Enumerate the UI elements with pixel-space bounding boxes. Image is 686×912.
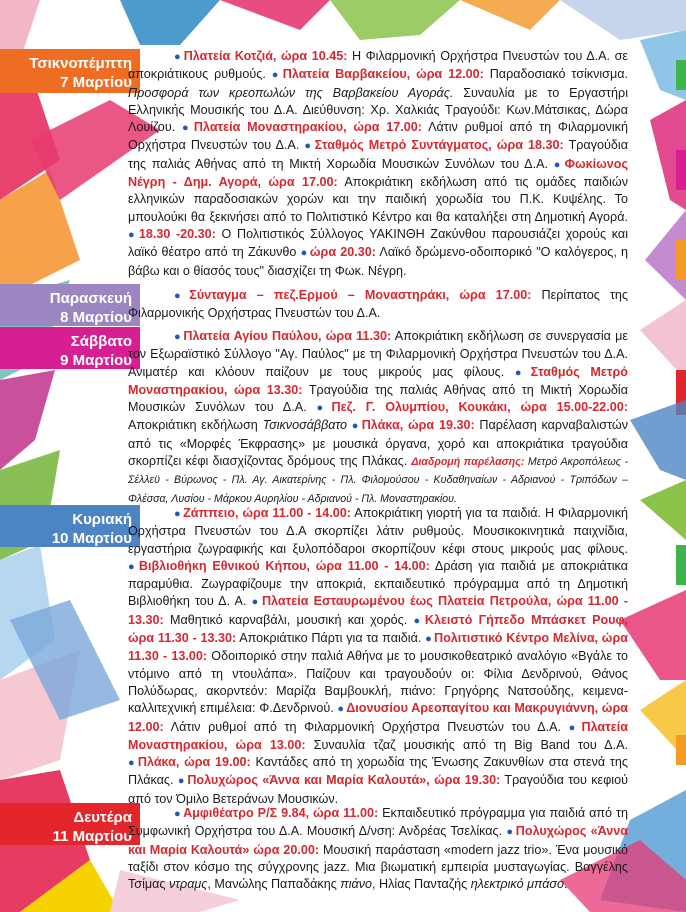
event-description: Παρέλαση καρναβαλιστών από τις «Μορφές Έκφρασης» με μουσικά όργανα, χορό και αποκριάτικα τραγούδια σκορπίζει κέφι διασχίζοντας δρόμους της Πλάκας. bbox=[128, 418, 628, 469]
event-description: Λαϊκό δρώμενο-οδοιπορικό "Ο καλόγερος, η βάβω και ο θίασός τους" διασχίζει τη Φωκ. Νέγρη. bbox=[128, 245, 628, 278]
bullet-icon: ● bbox=[181, 122, 192, 135]
day-label-kyriaki bbox=[0, 505, 140, 547]
event-venue-time: Σταθμός Μετρό Συντάγματος, ώρα 18.30: bbox=[314, 138, 564, 153]
bullet-icon: ● bbox=[304, 140, 313, 153]
event-venue-time: Πολυχώρος «Άννα και Μαρία Καλουτά», ώρα 19.30: bbox=[187, 773, 501, 788]
event-venue-time: Ζάππειο, ώρα 11.00 - 14.00: bbox=[183, 506, 351, 520]
bullet-icon: ● bbox=[337, 703, 345, 716]
event-description: Λάτιν ρυθμοί από τη Φιλαρμονική Ορχήστρα Πνευστών του Δ.Α. bbox=[163, 719, 569, 734]
events-savvato bbox=[128, 328, 628, 508]
event-venue-time: ώρα 20.30: bbox=[309, 245, 376, 260]
day-date: 8 Μαρτίου bbox=[60, 309, 132, 326]
event-venue-time: Πλάκα, ώρα 19.00: bbox=[137, 755, 251, 770]
event-description: Αποκριάτικο Πάρτι για τα παιδιά. bbox=[236, 631, 426, 646]
bullet-icon: ● bbox=[271, 69, 281, 82]
event-description: Αποκριάτικη εκδήλωση bbox=[128, 418, 263, 433]
events-deftera bbox=[128, 805, 628, 893]
italic-text: ηλεκτρικό μπάσο bbox=[470, 877, 565, 892]
italic-text: Προσφορά των κρεοπωλών της Βαρβακείου Αγοράς. bbox=[128, 85, 454, 100]
bullet-icon: ● bbox=[174, 508, 182, 520]
event-description: Οδοιπορικό στην παλιά Αθήνα με το μουσικοθεατρικό αναλόγιο «Βγάλε το ντόμινο από τη ντουλάπα». Παίζουν και τραγουδούν οι: Φίλια Δενδρινού, Θάνος Πολύδωρας, ακορντεόν: Μαρίζα Βαμβουκλή, πιάνο: Γρηγόρης Νατσούδης, κειμενα-καλλιτεχνική επιμέλεια: Φ.Δενδρινού. bbox=[128, 649, 628, 716]
day-name: Δευτέρα bbox=[73, 809, 132, 826]
event-description: Αποκριάτικη γιορτή για τα παιδιά. Η Φιλαρμονική Ορχήστρα Πνευστών του Δ.Α σκορπίζει λάτιν ρυθμούς. Μουσικοκινητικά παιχνίδια, εργαστήρια ζωγραφικής και ξυλοπόδαροι σκορπίζουν κέφι στους μικρούς μας φίλους. bbox=[128, 506, 629, 556]
bullet-icon: ● bbox=[177, 775, 186, 788]
event-venue-time: Σταθμός Μετρό Μοναστηρακίου, ώρα 13.30: bbox=[128, 364, 628, 397]
day-label-savvato bbox=[0, 327, 140, 369]
event-description: Ο Πολιτιστικός Σύλλογος ΥΑΚΙΝΘΗ Ζακύνθου παρουσιάζει χορούς και λαϊκό θέατρο από τη Ζάκυνθο bbox=[128, 226, 628, 260]
day-date: 11 Μαρτίου bbox=[52, 828, 132, 845]
bullet-icon: ● bbox=[174, 808, 182, 820]
event-venue-time: Αμφιθέατρο Ρ/Σ 9.84, ώρα 11.00: bbox=[183, 806, 379, 820]
event-venue-time: Πλατεία Κοτζιά, ώρα 10.45: bbox=[183, 49, 348, 63]
event-description: , Ηλίας Πανταζής bbox=[372, 877, 471, 892]
bullet-icon: ● bbox=[128, 228, 137, 241]
italic-text: ντραμς bbox=[168, 877, 208, 892]
events-paraskevi bbox=[128, 287, 628, 323]
event-description: Περίπατος της Φιλαρμονικής Ορχήστρας Πνευστών του Δ.Α. bbox=[128, 288, 628, 321]
day-label-tsiknopempti bbox=[0, 49, 140, 93]
event-venue-time: Πλατεία Μοναστηρακίου, ώρα 13.00: bbox=[128, 719, 628, 752]
day-name: Κυριακή bbox=[72, 511, 132, 528]
event-description: Εκπαιδευτικό πρόγραμμα για παιδιά από τη Συμφωνική Ορχήστρα του Δ.Α. Μουσική Δ/νση: Ανδρέας Τσελίκας. bbox=[128, 806, 628, 839]
event-description: Τραγούδια της παλιάς Αθήνας από τη Μικτή Χορωδία Μουσικών Συνόλων του Δ.Α. bbox=[128, 382, 628, 415]
event-description: Τραγούδια της παλιάς Αθήνας από τη Μικτή Χορωδία Μουσικών Συνόλων του Δ.Α. bbox=[128, 138, 628, 171]
bullet-icon: ● bbox=[506, 826, 514, 839]
bullet-icon: ● bbox=[316, 402, 330, 415]
day-name: Τσικνοπέμπτη bbox=[29, 55, 132, 72]
event-venue-time: Πολιτιστικό Κέντρο Μελίνα, ώρα 11.30 - 13.00: bbox=[128, 631, 628, 664]
day-label-paraskevi bbox=[0, 284, 140, 326]
event-venue-time: Πολυχώρος «Άννα και Μαρία Καλουτά» ώρα 20.00: bbox=[128, 824, 628, 857]
events-kyriaki bbox=[128, 505, 628, 808]
day-date: 9 Μαρτίου bbox=[60, 352, 132, 369]
event-venue-time: Πλάκα, ώρα 19.30: bbox=[361, 418, 475, 433]
event-venue-time: Πλατεία Βαρβακείου, ώρα 12.00: bbox=[282, 67, 484, 82]
bullet-icon: ● bbox=[174, 290, 188, 302]
event-venue-time: Βιβλιοθήκη Εθνικού Κήπου, ώρα 11.00 - 14.00: bbox=[138, 558, 430, 573]
event-venue-time: Πλατεία Μοναστηρακίου, ώρα 17.00: bbox=[193, 120, 422, 135]
bullet-icon: ● bbox=[300, 247, 308, 260]
bullet-icon: ● bbox=[514, 366, 529, 379]
bullet-icon: ● bbox=[128, 560, 137, 573]
italic-text: Τσικνοσάββατο bbox=[262, 418, 347, 433]
events-tsiknopempti bbox=[128, 48, 628, 280]
event-description: Παραδοσιακό τσίκνισμα. bbox=[483, 67, 628, 82]
day-name: Παρασκευή bbox=[49, 290, 132, 307]
event-description: , Μανώλης Παπαδάκης bbox=[207, 877, 341, 892]
event-description: Η Φιλαρμονική Ορχήστρα Πνευστών του Δ.Α. σε αποκριάτικους ρυθμούς. bbox=[128, 49, 628, 82]
bullet-icon: ● bbox=[128, 757, 136, 770]
day-date: 7 Μαρτίου bbox=[60, 74, 132, 91]
event-venue-time: Πεζ. Γ. Ολυμπίου, Κουκάκι, ώρα 15.00-22.00: bbox=[331, 400, 628, 415]
bullet-icon: ● bbox=[174, 331, 182, 343]
event-description: Λάτιν ρυθμοί από τη Φιλαρμονική Ορχήστρα Πνευστών του Δ.Α. bbox=[128, 120, 628, 153]
bullet-icon: ● bbox=[351, 420, 360, 433]
event-venue-time: Διονυσίου Αρεοπαγίτου και Μακρυγιάννη, ώρα 12.00: bbox=[128, 701, 628, 734]
event-venue-time: Φωκίωνος Νέγρη - Δημ. Αγορά, ώρα 17.00: bbox=[128, 156, 628, 190]
day-label-deftera bbox=[0, 803, 140, 845]
event-description: Μαθητικό καρναβάλι, μουσική και χορός. bbox=[163, 612, 414, 627]
route-label: Διαδρομή παρέλασης: bbox=[411, 456, 525, 469]
bullet-icon: ● bbox=[413, 614, 423, 627]
event-description: Μουσική παράσταση «modern jazz trio». Ένα μουσικό ταξίδι στον κόσμο της σύγχρονης jazz. Μια βιωματική εμπειρία μυσταγωγίας. Βαγγέλης Τσίμας bbox=[128, 842, 628, 892]
day-date: 10 Μαρτίου bbox=[51, 530, 132, 547]
bullet-icon: ● bbox=[425, 633, 433, 646]
event-venue-time: Πλατεία Αγίου Παύλου, ώρα 11.30: bbox=[183, 329, 392, 343]
italic-text: πιάνο bbox=[340, 877, 372, 892]
event-description: Συναυλία με το Εργαστήρι Ελληνικής Μουσικής του Δ.Α. Διεύθυνση: Χρ. Χαλκιάς Τραγούδι: Κων.Μάτσικας, Δώρα Λουίζου. bbox=[128, 85, 628, 135]
event-description: Συναυλία τζαζ μουσικής από τη Big Band του Δ.Α. bbox=[305, 737, 628, 752]
route-text: Μετρό Ακροπόλεως - Σέλλεϋ - Βύρωνος - Πλ. Αγ. Αικατερίνης - Πλ. Φιλομούσου - Κυδαθηναίων - Αδριανού - Τριπόδων – Φλέσσα, Λυσίου - Μάρκου Αυρηλίου - Αδριανού - Πλ. Μοναστηρακίου. bbox=[128, 456, 628, 505]
day-name: Σάββατο bbox=[70, 333, 132, 350]
event-description: Αποκριάτικη εκδήλωση σε συνεργασία με τον Εξωραϊστικό Σύλλογο "Αγ. Παύλος" με τη Φιλαρμονική Ορχήστρα Πνευστών του Δ.Α. Ανιματέρ και κλόουν παίζουν με τους μικρούς μας φίλους. bbox=[128, 329, 628, 379]
event-venue-time: Σύνταγμα – πεζ.Ερμού – Μοναστηράκι, ώρα 17.00: bbox=[189, 288, 532, 302]
event-venue-time: Κλειστό Γήπεδο Μπάσκετ Ρουφ, ώρα 11.30 - 13.30: bbox=[128, 612, 629, 646]
bullet-icon: ● bbox=[251, 596, 260, 609]
event-description: Τραγούδια του κεφιού από τον Όμιλο Βετεράνων Μουσικών. bbox=[128, 773, 628, 806]
event-description: Δράση για παιδιά με αποκριάτικα παραμύθια. Ζωγραφίζουμε την αποκριά, εκπαιδευτικό πρόγραμμα από τη Δημοτική Βιβλιοθήκη του Δ. Α. bbox=[128, 558, 628, 609]
event-venue-time: 18.30 -20.30: bbox=[138, 226, 216, 241]
event-description: Καντάδες από τη χορωδία της Ένωσης Ζακυνθίων στα στενά της Πλάκας. bbox=[128, 755, 628, 788]
event-description: Αποκριάτικη εκδήλωση από τις ομάδες παιδιών ελληνικών παραδοσιακών χορών και την παιδική χορωδία του Π.Κ. Κυψέλης. Το μπουλούκι θα ξεκινήσει από το Πολιτιστικό Κέντρο και θα καταλήξει στη Δημοτική Αγορά. bbox=[128, 175, 628, 224]
bullet-icon: ● bbox=[553, 158, 563, 171]
event-description: . bbox=[564, 877, 568, 892]
event-venue-time: Πλατεία Εσταυρωμένου έως Πλατεία Πετρούλα, ώρα 11.00 - 13.30: bbox=[128, 594, 628, 627]
bullet-icon: ● bbox=[568, 721, 580, 734]
bullet-icon: ● bbox=[174, 51, 182, 63]
